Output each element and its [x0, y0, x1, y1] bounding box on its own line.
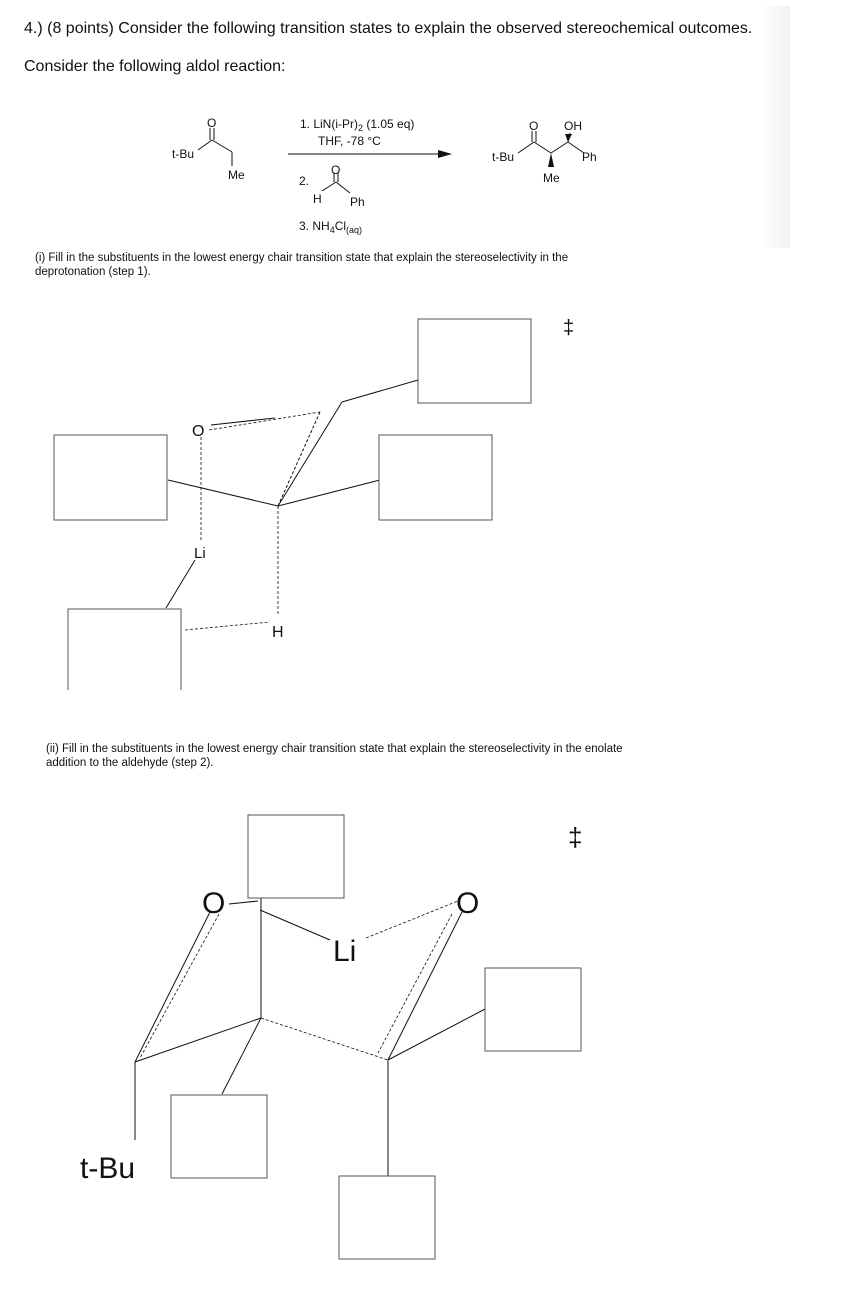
step2-number: 2.: [299, 174, 310, 188]
part-ii-answer-box-right[interactable]: [485, 968, 581, 1051]
part-ii-prompt: (ii) Fill in the substituents in the lowest energy chair transition state that explain the stereoselectivity in the enolate addition to the aldehyde (step 2).: [46, 743, 623, 769]
aldehyde-o-label: O: [331, 163, 341, 177]
product-oh-label: OH: [564, 119, 582, 133]
part-i-partial-bonds: [185, 412, 320, 630]
part-i-o-label: O: [192, 423, 205, 440]
aldehyde-ph-label: Ph: [350, 195, 365, 209]
product-tbu-label: t-Bu: [492, 150, 515, 164]
part-i-prompt: (i) Fill in the substituents in the lowest energy chair transition state that explain the stereoselectivity in the deprotonation (step 1).: [35, 252, 569, 278]
part-i-answer-box-bottom-left[interactable]: [68, 609, 181, 690]
part-ii-partial-bonds: [140, 901, 458, 1060]
part-i-answer-box-top-right[interactable]: [418, 319, 531, 403]
reactant-o-label: O: [207, 116, 217, 130]
reaction-scheme: [0, 0, 864, 250]
question-header: 4.) (8 points) Consider the following transition states to explain the observed stereochemical outcomes.: [24, 20, 753, 37]
reactant-ketone: [198, 128, 232, 166]
reactant-me-label: Me: [228, 168, 245, 182]
part-ii-answer-box-bottom[interactable]: [339, 1176, 435, 1259]
part-ii-answer-box-bottom-left[interactable]: [171, 1095, 267, 1178]
part-ii-o-left-label: O: [202, 887, 226, 920]
part-i-answer-box-left[interactable]: [54, 435, 167, 520]
part-i-answer-box-right[interactable]: [379, 435, 492, 520]
part-ii-tbu-label: t-Bu: [80, 1152, 136, 1185]
step3-workup: 3. $NH_4Cl_{(aq)}$: [299, 219, 363, 235]
part-i-ts-symbol: ‡: [563, 317, 575, 339]
product-wedge-me: [548, 153, 554, 167]
step1-solvent-temp: THF, -78 °C: [318, 134, 381, 148]
part-i-h-label: H: [272, 624, 284, 641]
product-structure: [518, 131, 584, 153]
part-i-li-label: Li: [194, 545, 206, 562]
part-ii-transition-state: [0, 790, 864, 1294]
product-o-label: O: [529, 119, 539, 133]
reaction-arrow: [288, 150, 452, 158]
part-ii-li-label: Li: [333, 935, 357, 968]
product-ph-label: Ph: [582, 150, 597, 164]
part-ii-ts-symbol: ‡: [568, 822, 583, 852]
product-me-label: Me: [543, 171, 560, 185]
part-i-transition-state: [0, 290, 864, 690]
question-subheader: Consider the following aldol reaction:: [24, 58, 286, 75]
part-ii-o-right-label: O: [456, 887, 480, 920]
part-ii-answer-box-top[interactable]: [248, 815, 344, 898]
product-wedge-oh: [565, 134, 572, 142]
reactant-tbu-label: t-Bu: [172, 147, 195, 161]
step1-conditions: 1. $LiN(i-Pr)_2$ (1.05 eq): [300, 117, 415, 133]
aldehyde-h-label: H: [313, 192, 322, 206]
